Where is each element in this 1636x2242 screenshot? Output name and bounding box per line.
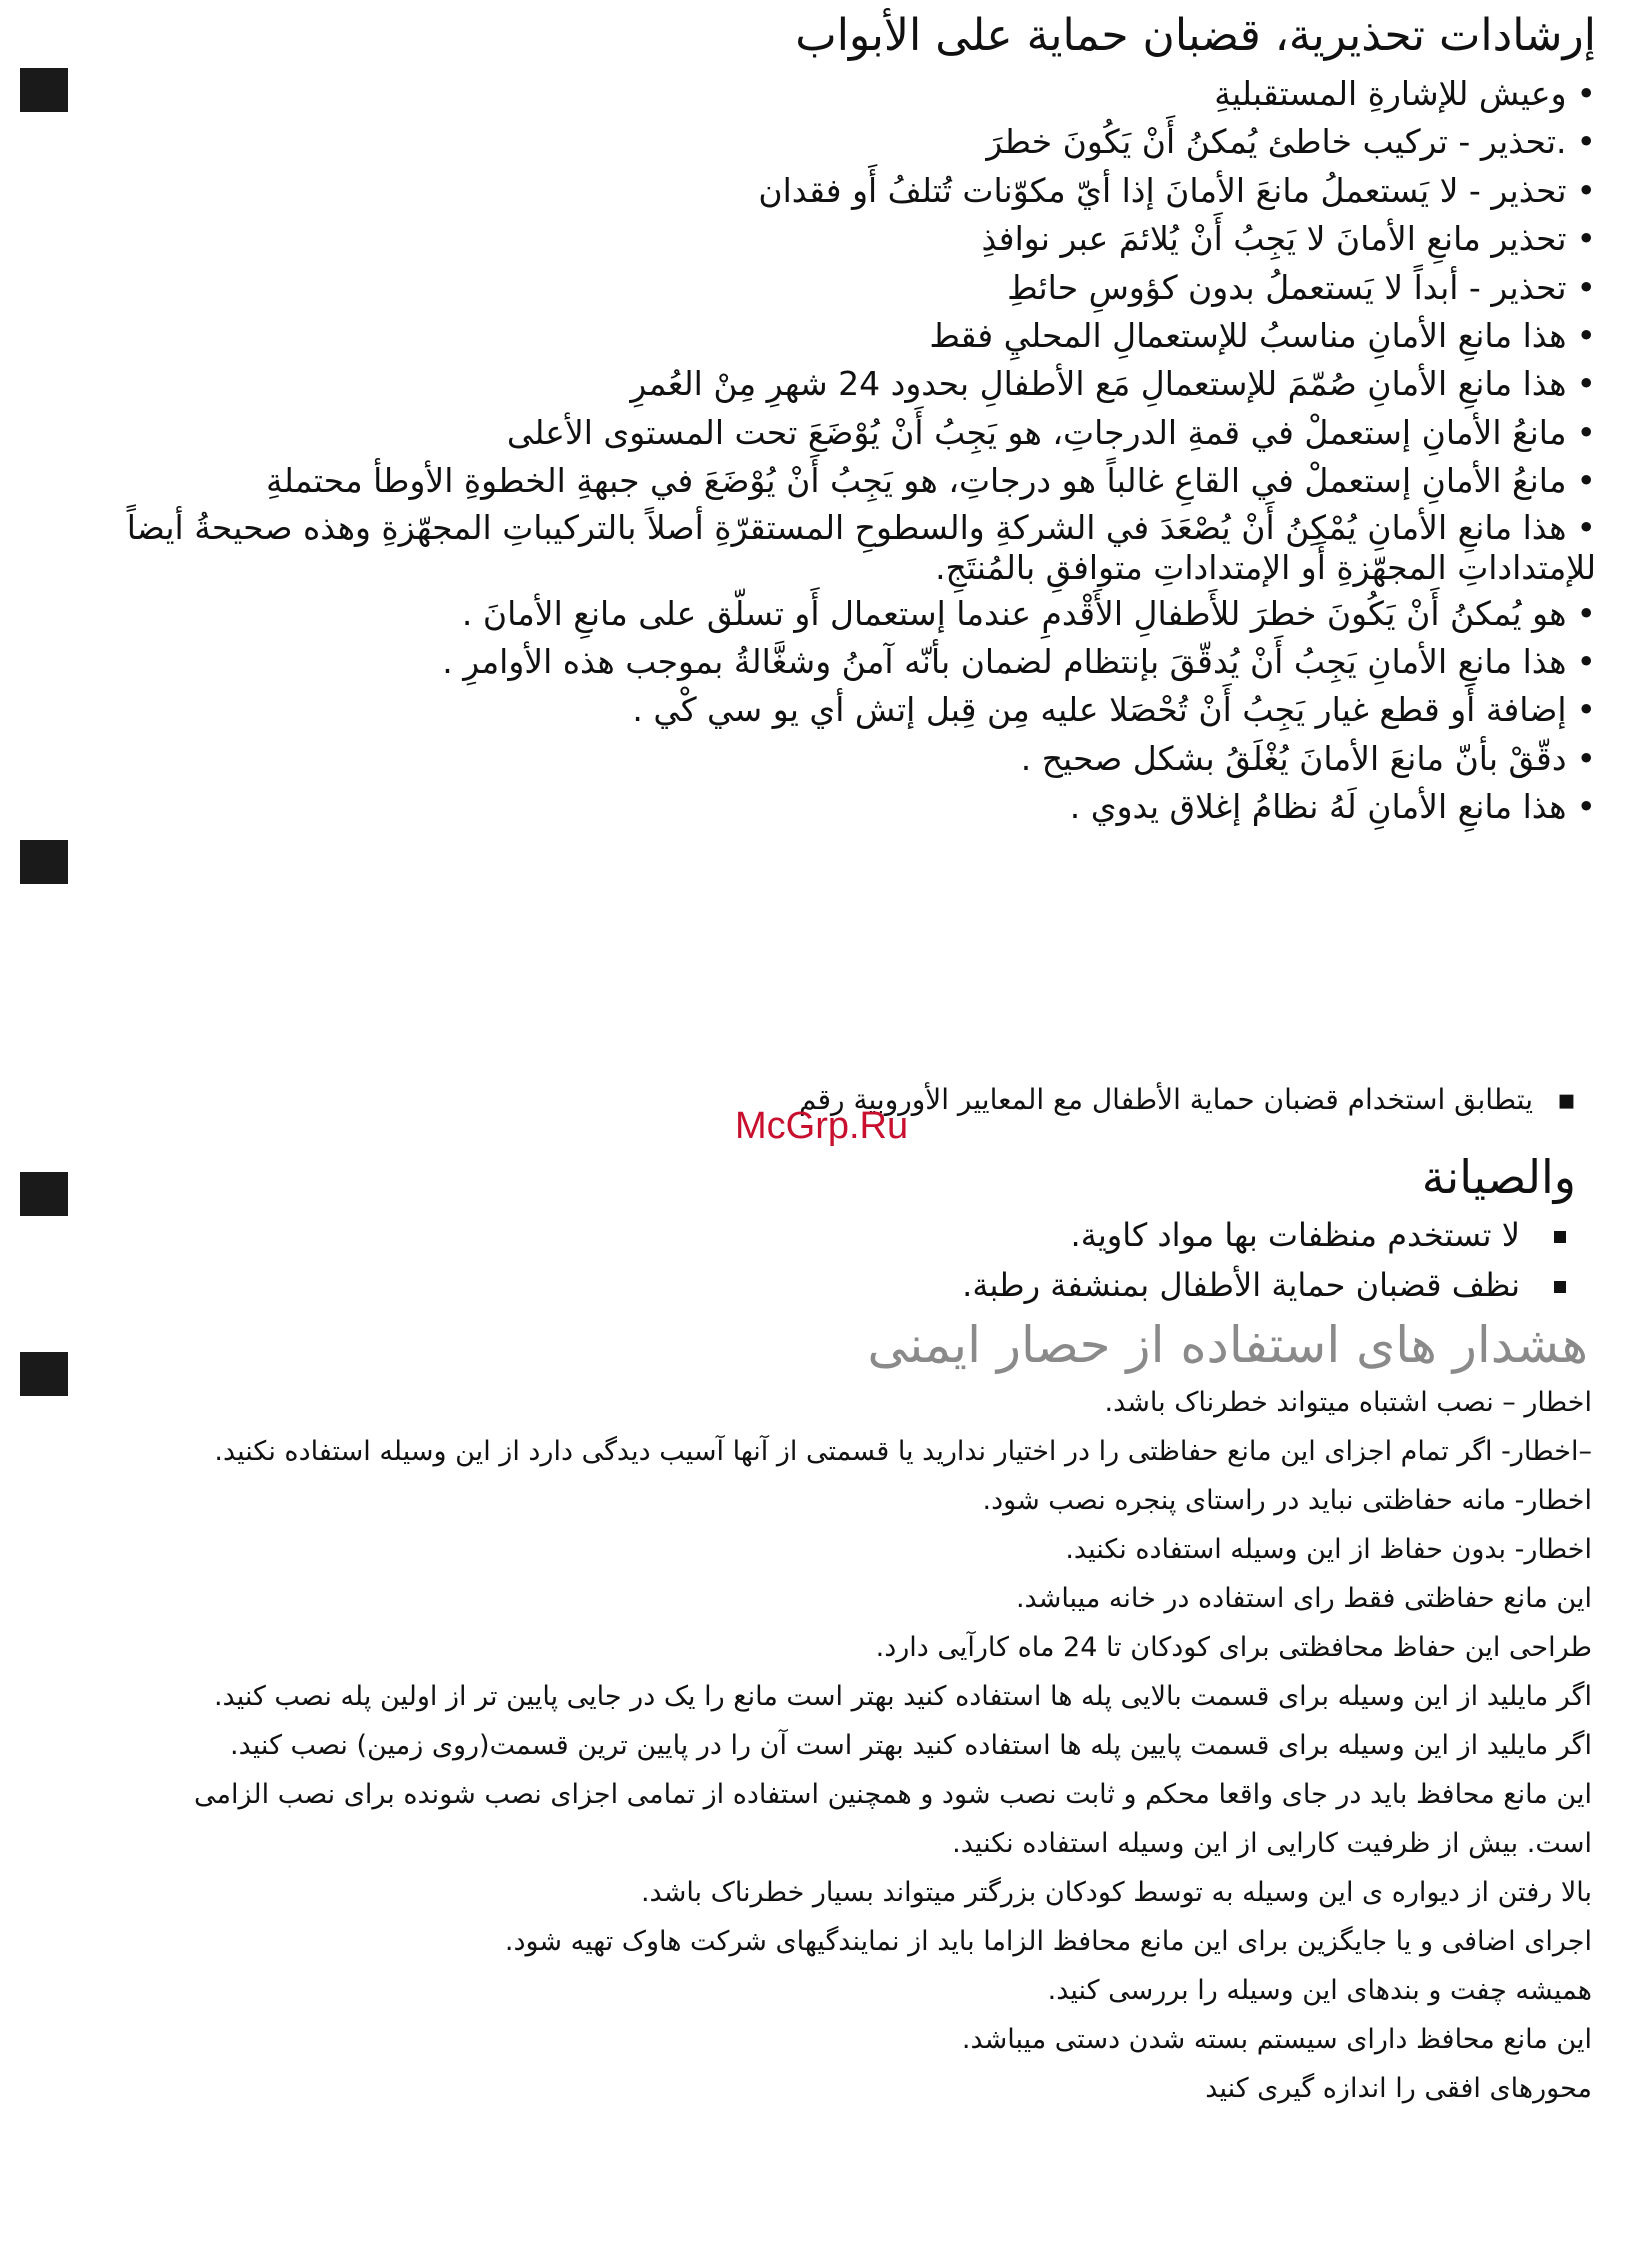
paragraph: این مانع حفاظتی فقط رای استفاده در خانه میباشد. xyxy=(1015,1583,1592,1614)
square-bullet-icon xyxy=(1554,1231,1566,1243)
bullet-icon: • xyxy=(1576,267,1596,307)
list-item: •مانعُ الأمانِ إستعملْ في قمةِ الدرجاتِ، هو يَجِبُ أَنْ يُوْضَعَ تحت المستوى الأعلى xyxy=(0,409,1596,457)
list-item: •.تحذير - تركيب خاطئ يُمكنُ أَنْ يَكُونَ خطرَ xyxy=(0,118,1596,166)
list-item: •تحذير - لا يَستعملُ مانعَ الأمانَ إذا أيّ مكوّنات تُتلفُ أَو فقدان xyxy=(0,167,1596,215)
bullet-icon: • xyxy=(1576,593,1596,633)
list-item: •هو يُمكنُ أَنْ يَكُونَ خطرَ للأَطفالِ الأَقْدمِ عندما إستعمال أَو تسلّق على مانعِ الأمانَ . xyxy=(0,590,1596,638)
bullet-icon: • xyxy=(1576,74,1596,113)
paragraph: اجرای اضافی و یا جایگزین برای این مانع محافظ الزاما باید از نمایندگیهای شرکت هاوک تهیه شود. xyxy=(504,1926,1592,1957)
list-item: •هذا مانعِ الأمانِ يُمْكِنُ أَنْ يُصْعَدَ في الشركةِ والسطوحِ المستقرّةِ أصلاً بالتركيباتِ المجهّزةِ وهذه صحيحةُ أيضاً للإمتداداتِ المجهّزةِ أَو الإمتداداتِ متوافقِ بالمُنتَجِ. xyxy=(126,507,1596,587)
paragraph: اخطار- بدون حفاظ از این وسیله استفاده نکنید. xyxy=(1065,1534,1592,1565)
bullet-icon: • xyxy=(1576,219,1596,259)
list-item: •مانعُ الأمانِ إستعملْ في القاعِ غالباً هو درجاتِ، هو يَجِبُ أَنْ يُوْضَعَ في جبهةِ الخطوةِ الأوطأ محتملةِ xyxy=(0,457,1596,505)
list-item: •هذا مانعِ الأمانِ يَجِبُ أَنْ يُدقّقَ بإنتظام لضمان بأنّه آمنُ وشغَّالةُ بموجب هذه الأوامرِ . xyxy=(0,638,1596,686)
paragraph: اگر مایلید از این وسیله برای قسمت بالایی پله ها استفاده کنید بهتر است مانع را یک در جایی پایین تر از اولین پله نصب کنید. xyxy=(213,1681,1592,1712)
section-marker xyxy=(20,840,68,884)
list-item: •وعيش للإشارةِ المستقبليةِ xyxy=(0,70,1596,118)
paragraph: این مانع محافظ دارای سیستم بسته شدن دستی میباشد. xyxy=(961,2024,1592,2055)
bullet-icon: • xyxy=(1576,738,1596,778)
bullet-icon: • xyxy=(1576,364,1596,404)
bullet-icon: • xyxy=(1576,507,1596,547)
bullet-icon: • xyxy=(1576,412,1596,452)
list-item: •إضافة أَو قطع غيار يَجِبُ أَنْ تُحْصَلا عليه مِن قِبل إتش أي يو سي كْي . xyxy=(0,686,1596,734)
maintenance-title: والصيانة xyxy=(1421,1150,1576,1204)
paragraph: –اخطار- اگر تمام اجزای این مانع حفاظتی را در اختیار ندارید یا قسمتی از آنها آسیب دیدگی دارد از این وسیله استفاده نکنید. xyxy=(214,1436,1592,1467)
bullet-icon: • xyxy=(1576,787,1596,827)
persian-warnings xyxy=(192,1378,1592,2113)
paragraph: محورهای افقی را اندازه گیری کنید xyxy=(1205,2073,1592,2104)
arabic-warning-list xyxy=(0,70,1596,832)
list-item: •هذا مانعِ الأمانِ صُمّمَ للإستعمالِ مَع الأطفالِ بحدود 24 شهرِ مِنْ العُمرِ xyxy=(0,360,1596,408)
list-item: لا تستخدم منظفات بها مواد كاوية. xyxy=(962,1210,1566,1260)
persian-title: هشدار های استفاده از حصار ایمنی xyxy=(867,1316,1588,1374)
bullet-icon: • xyxy=(1576,170,1596,210)
bullet-icon: • xyxy=(1576,316,1596,356)
section-marker xyxy=(20,1172,68,1216)
bullet-icon: • xyxy=(1576,642,1596,682)
section-marker xyxy=(20,1352,68,1396)
maintenance-list xyxy=(962,1210,1566,1310)
square-bullet-icon: ▪ xyxy=(1557,1083,1576,1116)
list-item: نظف قضبان حماية الأطفال بمنشفة رطبة. xyxy=(962,1260,1566,1310)
standard-compliance-line: ▪يتطابق استخدام قضبان حماية الأطفال مع المعايير الأوروبية رقم xyxy=(799,1080,1576,1120)
paragraph: این مانع محافظ باید در جای واقعا محکم و ثابت نصب شود و همچنین استفاده از تمامی اجزای نصب شونده برای نصب الزامی است. بیش از ظرفیت کارایی از این وسیله استفاده نکنید. xyxy=(194,1779,1592,1859)
paragraph: اخطار- مانه حفاظتی نباید در راستای پنجره نصب شود. xyxy=(982,1485,1592,1516)
bullet-icon: • xyxy=(1576,461,1596,501)
watermark: McGrp.Ru xyxy=(735,1105,909,1147)
list-item: •هذا مانعِ الأمانِ مناسبُ للإستعمالِ المحليِ فقط xyxy=(0,312,1596,360)
list-item: •تحذير - أبداً لا يَستعملُ بدون كؤوسِ حائطِ xyxy=(0,264,1596,312)
square-bullet-icon xyxy=(1554,1281,1566,1293)
bullet-icon: • xyxy=(1576,122,1596,162)
paragraph: بالا رفتن از دیواره ی این وسیله به توسط کودکان بزرگتر میتواند بسیار خطرناک باشد. xyxy=(640,1877,1592,1908)
paragraph: اگر مایلید از این وسیله برای قسمت پایین پله ها استفاده کنید بهتر است آن را در پایین ترین قسمت(روی زمین) نصب کنید. xyxy=(230,1730,1592,1761)
arabic-title: إرشادات تحذيرية، قضبان حماية على الأبواب xyxy=(795,10,1596,61)
paragraph: طراحی این حفاظ محافظتی برای کودکان تا 24 ماه کارآیی دارد. xyxy=(875,1632,1592,1663)
paragraph: اخطار – نصب اشتباه میتواند خطرناک باشد. xyxy=(1104,1387,1592,1418)
list-item: •تحذير مانعِ الأمانَ لا يَجِبُ أَنْ يُلائمَ عبر نوافذِ xyxy=(0,215,1596,263)
list-item: •هذا مانعِ الأمانِ لَهُ نظامُ إغلاق يدوي . xyxy=(0,783,1596,831)
list-item: •دقّقْ بأنّ مانعَ الأمانَ يُغْلَقُ بشكل صحيح . xyxy=(0,735,1596,783)
bullet-icon: • xyxy=(1576,690,1596,730)
paragraph: همیشه چفت و بندهای این وسیله را بررسی کنید. xyxy=(1047,1975,1592,2006)
